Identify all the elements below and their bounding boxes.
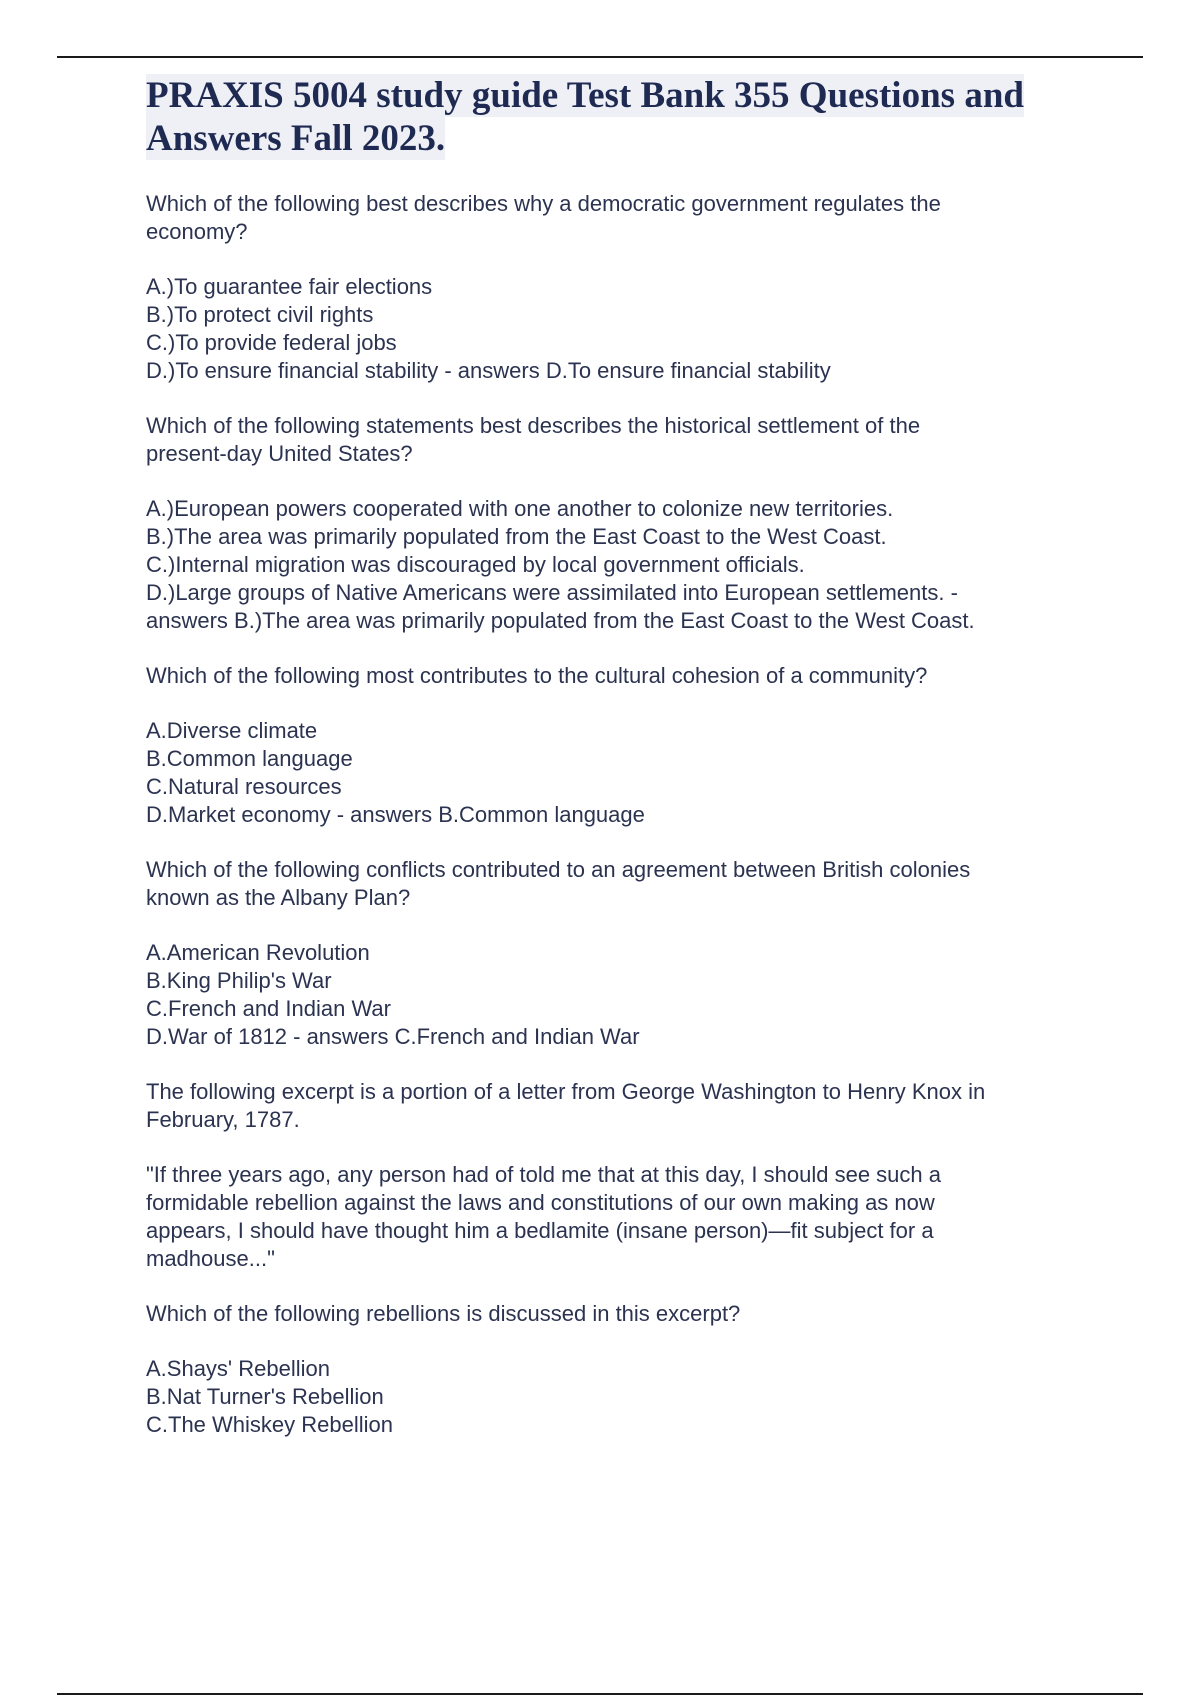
option-line: C.)Internal migration was discouraged by local government officials. (146, 552, 805, 577)
option-line: A.American Revolution (146, 940, 370, 965)
intro-line: The following excerpt is a portion of a letter from George Washington to Henry Knox in (146, 1079, 986, 1104)
document-title (146, 74, 1086, 160)
question-line: economy? (146, 219, 248, 244)
question-line: Which of the following conflicts contributed to an agreement between British colonies (146, 857, 971, 882)
option-line: answers B.)The area was primarily populated from the East Coast to the West Coast. (146, 608, 975, 633)
question-line: Which of the following statements best describes the historical settlement of the (146, 413, 921, 438)
top-rule (57, 56, 1143, 58)
question-line: Which of the following rebellions is discussed in this excerpt? (146, 1301, 741, 1326)
question-line: Which of the following best describes why a democratic government regulates the (146, 191, 941, 216)
question-1-text (146, 190, 1086, 246)
title-line-2: Answers Fall 2023. (146, 118, 446, 159)
title-line-1: PRAXIS 5004 study guide Test Bank 355 Questions and (146, 75, 1024, 116)
option-line: C.The Whiskey Rebellion (146, 1412, 393, 1437)
option-line: B.)To protect civil rights (146, 302, 374, 327)
question-line: present-day United States? (146, 441, 413, 466)
quote-line: appears, I should have thought him a bedlamite (insane person)—fit subject for a (146, 1218, 934, 1243)
option-line: D.)Large groups of Native Americans were assimilated into European settlements. - (146, 580, 958, 605)
option-line: A.)To guarantee fair elections (146, 274, 433, 299)
question-3-text (146, 662, 1086, 690)
question-1-options (146, 273, 1086, 385)
option-line: C.)To provide federal jobs (146, 330, 397, 355)
option-line: A.Shays' Rebellion (146, 1356, 330, 1381)
question-2-options (146, 495, 1086, 635)
option-line: B.)The area was primarily populated from the East Coast to the West Coast. (146, 524, 887, 549)
question-2-text (146, 412, 1086, 468)
question-3-options (146, 717, 1086, 829)
quote-line: madhouse..." (146, 1246, 275, 1271)
option-line: C.Natural resources (146, 774, 342, 799)
option-line: A.Diverse climate (146, 718, 318, 743)
question-5-options (146, 1355, 1086, 1439)
option-line: A.)European powers cooperated with one another to colonize new territories. (146, 496, 894, 521)
question-line: Which of the following most contributes to the cultural cohesion of a community? (146, 663, 928, 688)
quote-line: formidable rebellion against the laws and constitutions of our own making as now (146, 1190, 935, 1215)
option-line: B.King Philip's War (146, 968, 332, 993)
question-line: known as the Albany Plan? (146, 885, 411, 910)
option-line: D.)To ensure financial stability - answers D.To ensure financial stability (146, 358, 831, 383)
question-4-text (146, 856, 1086, 912)
option-line: B.Nat Turner's Rebellion (146, 1384, 384, 1409)
quote-line: "If three years ago, any person had of told me that at this day, I should see such a (146, 1162, 941, 1187)
question-5-text (146, 1300, 1086, 1328)
question-5-intro (146, 1078, 1086, 1134)
option-line: B.Common language (146, 746, 353, 771)
document-page (146, 74, 1086, 1466)
question-5-quote (146, 1161, 1086, 1273)
question-4-options (146, 939, 1086, 1051)
option-line: D.War of 1812 - answers C.French and Indian War (146, 1024, 640, 1049)
intro-line: February, 1787. (146, 1107, 300, 1132)
option-line: D.Market economy - answers B.Common language (146, 802, 645, 827)
option-line: C.French and Indian War (146, 996, 391, 1021)
bottom-rule (57, 1693, 1143, 1695)
